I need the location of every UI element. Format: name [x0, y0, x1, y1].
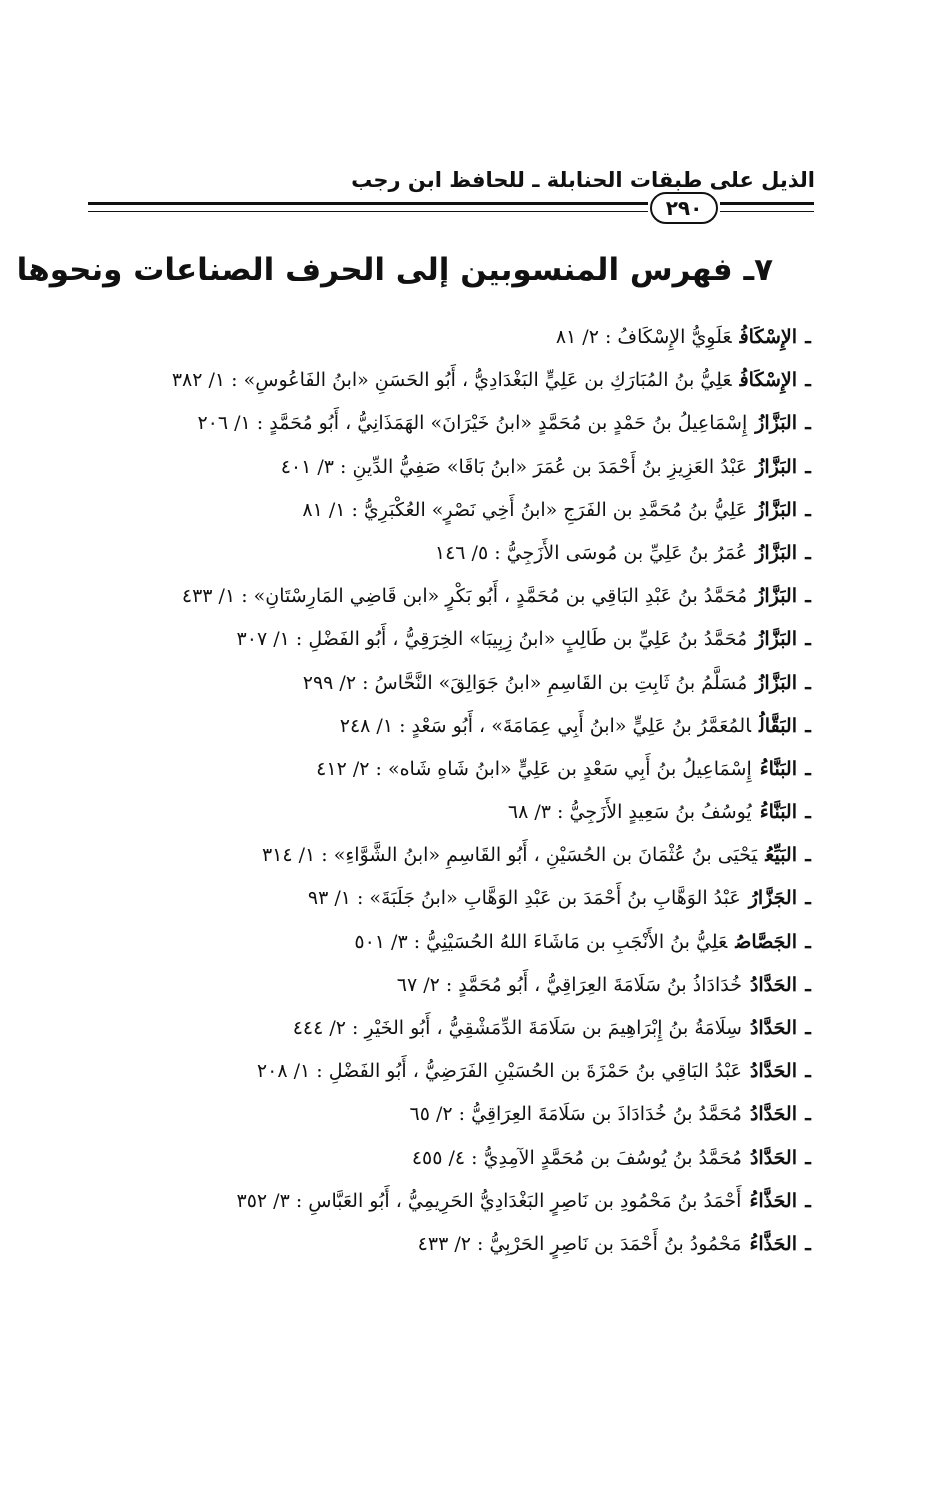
entry-text: مُحَمَّدُ بنُ يُوسُفَ بن مُحَمَّدٍ الآمِدِيُّ : ٤/ ٤٥٥: [411, 1146, 742, 1169]
index-entry: [99, 446, 819, 489]
entry-dash: ـ: [805, 628, 811, 651]
header-rule-left: [88, 202, 648, 212]
entry-dash: ـ: [805, 326, 811, 348]
entry-craft: الجَزَّارُ: [748, 887, 797, 910]
index-entry: [99, 532, 819, 575]
entry-craft: البَزَّازُ: [755, 541, 797, 564]
index-entry: [99, 791, 819, 834]
entry-craft: البَزَّازُ: [755, 412, 797, 435]
entry-text: عَلِيُّ بنُ الأَنْجَبِ بن مَاشَاءَ اللهُ الحُسَيْنِيُّ : ٣/ ٥٠١: [354, 930, 728, 953]
entry-text: إِسْمَاعِيلُ بنُ حَمْدٍ بن مُحَمَّدٍ «ابنُ خَيْرَانَ» الهَمَذَانِيُّ ، أَبُو مُحَمَّدٍ : ١/ ٢٠٦: [197, 412, 748, 435]
entry-text: سِلَامَةُ بنُ إِبْرَاهِيمَ بن سَلَامَةَ الدِّمَشْقِيُّ ، أَبُو الخَيْرِ : ٢/ ٤٤٤: [292, 1017, 742, 1039]
entry-dash: ـ: [805, 930, 811, 953]
entry-text: أَحْمَدُ بنُ مَحْمُودِ بن نَاصِرٍ البَغْدَادِيُّ الحَرِيمِيُّ ، أَبُو العَبَّاسِ : ٣/ ٣٥٢: [236, 1189, 742, 1212]
entry-dash: ـ: [805, 498, 811, 521]
entry-craft: البَقَّالُ: [759, 714, 797, 737]
entry-text: إِسْمَاعِيلُ بنُ أَبِي سَعْدٍ بن عَلِيٍّ «ابنُ شَاهِ شَاه» : ٢/ ٤١٢: [316, 757, 752, 780]
entry-text: عَلِيُّ بنُ المُبَارَكِ بن عَلِيٍّ البَغْدَادِيُّ ، أَبُو الحَسَنِ «ابنُ الفَاعُوسِ» : ١/ ٣٨٢: [171, 369, 732, 392]
entry-dash: ـ: [805, 887, 811, 910]
entry-text: يُوسُفُ بنُ سَعِيدٍ الأَزَجِيُّ : ٣/ ٦٨: [507, 801, 752, 824]
index-entry: [99, 834, 819, 877]
entry-text: المُعَمَّرُ بنُ عَلِيٍّ «ابنُ أَبِي عِمَامَةَ» ، أَبُو سَعْدٍ : ١/ ٢٤٨: [339, 714, 751, 737]
entry-craft: الحَدَّادُ: [749, 1146, 797, 1169]
index-entry: [99, 489, 819, 532]
entry-dash: ـ: [805, 757, 811, 780]
entry-craft: البَنَّاءُ: [759, 757, 797, 780]
entry-dash: ـ: [805, 1060, 811, 1083]
index-entry: [99, 662, 819, 705]
entry-dash: ـ: [805, 1146, 811, 1169]
entry-text: عَلَوِيُّ الإِسْكَافُ : ٢/ ٨١: [555, 326, 732, 348]
running-header-title: الذيل على طبقات الحنابلة ـ للحافظ ابن رجب: [351, 168, 815, 192]
entry-dash: ـ: [805, 671, 811, 694]
entry-dash: ـ: [805, 1232, 811, 1255]
section-title: ٧ـ فهرس المنسوبين إلى الحرف الصناعات ونحوها: [16, 252, 773, 288]
entry-text: مُحَمَّدُ بنُ عَلِيِّ بن طَالِبٍ «ابنُ زِبِيبَا» الخِرَقِيُّ ، أَبُو الفَضْلِ : ١/ ٣٠٧: [236, 628, 748, 651]
entry-text: خُدَادَاذُ بنُ سَلَامَةَ العِرَاقِيُّ ، أَبُو مُحَمَّدٍ : ٢/ ٦٧: [396, 973, 742, 996]
entry-craft: الحَدَّادُ: [749, 1017, 797, 1039]
index-entry: [99, 618, 819, 661]
entry-craft: البَزَّازُ: [755, 498, 797, 521]
index-entry: [99, 1093, 819, 1136]
entry-craft: الإِسْكَافُ: [739, 369, 797, 392]
index-entry: [99, 1223, 819, 1266]
entry-dash: ـ: [805, 973, 811, 996]
entry-craft: البَزَّازُ: [755, 585, 797, 608]
entry-craft: البَزَّازُ: [755, 455, 797, 478]
entry-text: مُحَمَّدُ بنُ عَبْدِ البَاقِي بن مُحَمَّدٍ ، أَبُو بَكْرٍ «ابن قَاضِي المَارِسْتَانِ» : ١/ ٤٣٣: [181, 585, 748, 608]
entry-dash: ـ: [805, 1189, 811, 1212]
entry-dash: ـ: [805, 1017, 811, 1039]
entry-text: عَبْدُ العَزِيزِ بنُ أَحْمَدَ بن عُمَرَ «ابنُ بَاقَا» صَفِيُّ الدِّينِ : ٣/ ٤٠١: [280, 455, 748, 478]
entry-dash: ـ: [805, 369, 811, 392]
index-entry: [99, 575, 819, 618]
entry-dash: ـ: [805, 455, 811, 478]
index-entry: [99, 1050, 819, 1093]
header-rule-right: [720, 202, 814, 212]
entry-text: عَبْدُ الوَهَّابِ بنُ أَحْمَدَ بن عَبْدِ الوَهَّابِ «ابنُ جَلَبَةَ» : ١/ ٩٣: [307, 887, 741, 910]
entry-craft: الحَدَّادُ: [749, 1060, 797, 1083]
entry-text: عُمَرُ بنُ عَلِيِّ بن مُوسَى الأَزَجِيُّ : ٥/ ١٤٦: [434, 541, 748, 564]
entry-craft: الحَدَّادُ: [749, 973, 797, 996]
entry-craft: الحَذَّاءُ: [749, 1189, 797, 1212]
entry-dash: ـ: [805, 801, 811, 824]
index-entry: [99, 964, 819, 1007]
entry-dash: ـ: [805, 1103, 811, 1126]
entry-text: عَلِيُّ بنُ مُحَمَّدِ بن الفَرَجِ «ابنُ أَخِي نَصْرٍ» العُكْبَرِيُّ : ١/ ٨١: [302, 498, 748, 521]
entry-dash: ـ: [805, 844, 811, 867]
index-entry: [99, 402, 819, 445]
entry-craft: البَزَّازُ: [755, 628, 797, 651]
entry-text: مَحْمُودُ بنُ أَحْمَدَ بن نَاصِرٍ الحَرْبِيُّ : ٢/ ٤٣٣: [417, 1232, 742, 1255]
index-entry: [99, 316, 819, 359]
entry-text: يَحْيَى بنُ عُثْمَانَ بن الحُسَيْنِ ، أَبُو القَاسِمِ «ابنُ الشَّوَّاءِ» : ١/ ٣١٤: [261, 844, 758, 867]
page-number-badge: ٢٩٠: [650, 192, 718, 224]
index-entries-list: [99, 316, 819, 1266]
entry-text: مُحَمَّدُ بنُ خُدَادَاذَ بن سَلَامَةَ العِرَاقِيُّ : ٢/ ٦٥: [409, 1103, 742, 1126]
entry-text: مُسَلَّمُ بنُ ثَابِتِ بن القَاسِمِ «ابنُ جَوَالِقَ» النَّحَّاسُ : ٢/ ٢٩٩: [302, 671, 748, 694]
index-entry: [99, 1007, 819, 1050]
index-entry: [99, 748, 819, 791]
entry-dash: ـ: [805, 412, 811, 435]
index-entry: [99, 921, 819, 964]
index-entry: [99, 705, 819, 748]
index-entry: [99, 1137, 819, 1180]
entry-craft: الإِسْكَافُ: [739, 326, 797, 348]
entry-craft: البَيِّعُ: [765, 844, 797, 867]
entry-dash: ـ: [805, 714, 811, 737]
index-entry: [99, 1180, 819, 1223]
entry-dash: ـ: [805, 541, 811, 564]
entry-craft: الحَذَّاءُ: [749, 1232, 797, 1255]
entry-craft: البَزَّازُ: [755, 671, 797, 694]
entry-craft: الجَصَّاصُ: [735, 930, 797, 953]
index-entry: [99, 877, 819, 920]
entry-text: عَبْدُ البَاقِي بنُ حَمْزَةَ بن الحُسَيْنِ الفَرَضِيُّ ، أَبُو الفَضْلِ : ١/ ٢٠٨: [256, 1060, 742, 1083]
entry-dash: ـ: [805, 585, 811, 608]
entry-craft: البَنَّاءُ: [759, 801, 797, 824]
entry-craft: الحَدَّادُ: [749, 1103, 797, 1126]
index-entry: [99, 359, 819, 402]
